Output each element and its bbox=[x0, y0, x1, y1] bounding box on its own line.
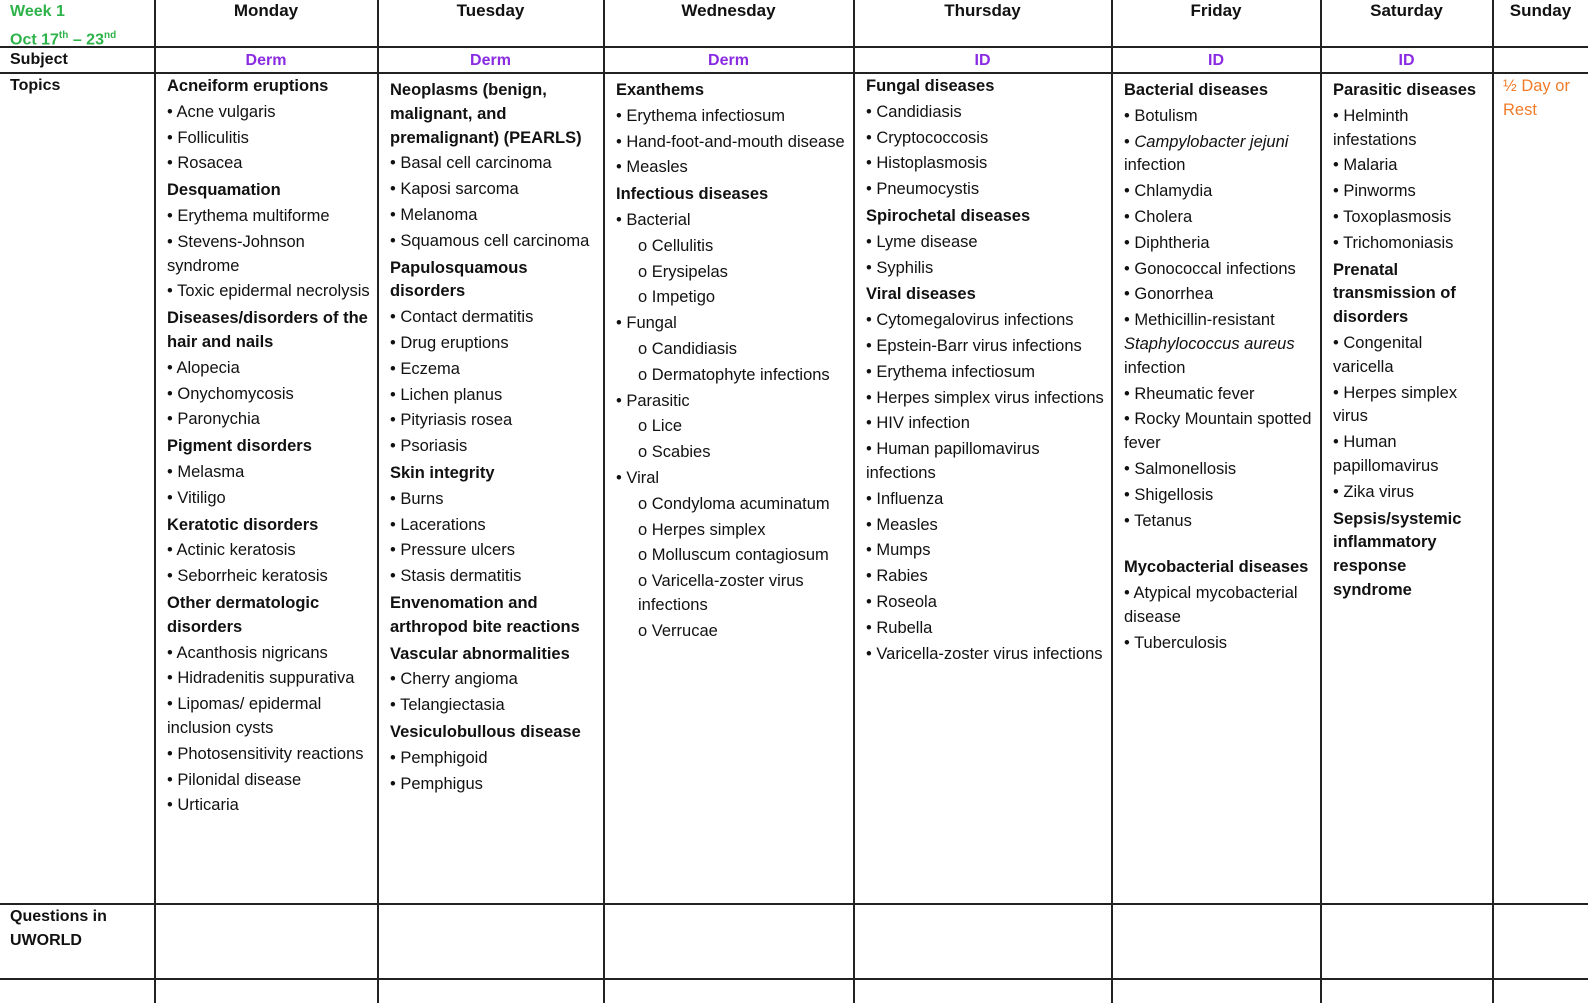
topic-item: • Burns bbox=[390, 489, 444, 508]
topic-item: • Diphtheria bbox=[1124, 233, 1210, 252]
topic-item: • Acanthosis nigricans bbox=[167, 643, 328, 662]
topic-item: • Rubella bbox=[866, 618, 933, 637]
topic-heading: Pigment disorders bbox=[167, 437, 312, 456]
topic-item: • Herpes simplex virus bbox=[1333, 383, 1458, 426]
topic-item: • Congenital varicella bbox=[1333, 333, 1423, 376]
topic-item: • Squamous cell carcinoma bbox=[390, 231, 590, 250]
topic-heading: Mycobacterial diseases bbox=[1124, 558, 1309, 577]
topic-item: • Herpes simplex virus infections bbox=[866, 388, 1104, 407]
topic-subitem: o Herpes simplex bbox=[638, 520, 766, 539]
topic-heading: Infectious diseases bbox=[616, 185, 769, 204]
topic-item: • Varicella-zoster virus infections bbox=[866, 644, 1103, 663]
topic-item: • Measles bbox=[616, 158, 688, 177]
topic-item: • Pneumocystis bbox=[866, 180, 980, 199]
topic-item: • Pinworms bbox=[1333, 182, 1416, 201]
row-label-topics: Topics bbox=[10, 77, 61, 94]
topic-subitem: o Lice bbox=[638, 417, 683, 436]
topic-item: • Contact dermatitis bbox=[390, 308, 534, 327]
topic-item: • Photosensitivity reactions bbox=[167, 744, 364, 763]
subject-wednesday: Derm bbox=[708, 52, 749, 69]
topic-item: • Lyme disease bbox=[866, 232, 978, 251]
topic-item: • Telangiectasia bbox=[390, 696, 505, 715]
topics-tuesday bbox=[378, 76, 603, 902]
topic-item: • Vitiligo bbox=[167, 488, 226, 507]
topic-heading: Envenomation and arthropod bite reactions bbox=[390, 593, 580, 636]
topic-heading: Sepsis/systemic inflammatory response syndrome bbox=[1333, 509, 1462, 599]
topic-item: • Actinic keratosis bbox=[167, 541, 296, 560]
topic-item: • Pemphigus bbox=[390, 774, 483, 793]
topic-item: • Salmonellosis bbox=[1124, 459, 1237, 478]
topic-item: • Malaria bbox=[1333, 156, 1398, 175]
subject-friday: ID bbox=[1208, 52, 1224, 69]
day-header-monday: Monday bbox=[233, 1, 299, 20]
topic-item: • Epstein-Barr virus infections bbox=[866, 336, 1082, 355]
topic-item: • Pityriasis rosea bbox=[390, 411, 513, 430]
topic-item: • Bacterial bbox=[616, 210, 691, 229]
subject-thursday: ID bbox=[974, 52, 991, 69]
topic-item: • Fungal bbox=[616, 314, 677, 333]
row-label-subject: Subject bbox=[10, 51, 68, 68]
topic-item: • Shigellosis bbox=[1124, 485, 1214, 504]
subject-tuesday: Derm bbox=[470, 52, 511, 69]
topic-subitem: o Erysipelas bbox=[638, 262, 728, 281]
topic-item: • Viral bbox=[616, 468, 660, 487]
topic-heading: Acneiform eruptions bbox=[167, 77, 329, 95]
subject-monday: Derm bbox=[245, 52, 287, 69]
topic-item: • Kaposi sarcoma bbox=[390, 180, 519, 199]
week-dates: Oct 17th – 23nd bbox=[10, 30, 117, 49]
topics-saturday bbox=[1321, 76, 1492, 902]
topic-item: • Human papillomavirus infections bbox=[866, 440, 1040, 482]
topic-item: • HIV infection bbox=[866, 414, 970, 433]
topic-item: • Erythema multiforme bbox=[167, 206, 330, 225]
topic-item: • Candidiasis bbox=[866, 102, 962, 121]
topic-item: • Methicillin-resistant Staphylococcus aureus infection bbox=[1124, 311, 1295, 377]
topic-subitem: o Condyloma acuminatum bbox=[638, 494, 830, 513]
topic-item: • Alopecia bbox=[167, 358, 240, 377]
topic-item: • Gonorrhea bbox=[1124, 285, 1214, 304]
topic-item: • Toxoplasmosis bbox=[1333, 207, 1452, 226]
topic-item: • Pemphigoid bbox=[390, 748, 488, 767]
col-divider bbox=[1492, 0, 1494, 1003]
topic-item: • Histoplasmosis bbox=[866, 154, 988, 173]
topic-item: • Folliculitis bbox=[167, 128, 249, 147]
topic-heading: Fungal diseases bbox=[866, 77, 995, 95]
topic-subitem: o Candidiasis bbox=[638, 339, 738, 358]
topic-heading: Bacterial diseases bbox=[1124, 81, 1269, 99]
topic-item: • Eczema bbox=[390, 359, 460, 378]
topic-subitem: o Dermatophyte infections bbox=[638, 365, 830, 384]
topic-item: • Cherry angioma bbox=[390, 670, 518, 689]
day-header-sunday: Sunday bbox=[1509, 1, 1572, 20]
topic-heading: Diseases/disorders of the hair and nails bbox=[167, 309, 368, 351]
topic-subitem: o Impetigo bbox=[638, 288, 716, 307]
topic-item: • Atypical mycobacterial disease bbox=[1124, 584, 1298, 626]
topic-subitem: o Verrucae bbox=[638, 621, 718, 640]
topic-heading: Parasitic diseases bbox=[1333, 81, 1477, 99]
topic-item: • Paronychia bbox=[167, 410, 260, 429]
topic-subitem: o Varicella-zoster virus infections bbox=[638, 572, 804, 614]
topic-item: • Rosacea bbox=[167, 154, 243, 173]
day-header-tuesday: Tuesday bbox=[456, 1, 525, 20]
topic-item: • Mumps bbox=[866, 541, 931, 560]
topics-friday bbox=[1112, 76, 1320, 902]
topic-item: • Basal cell carcinoma bbox=[390, 154, 552, 173]
topic-item: • Lacerations bbox=[390, 515, 486, 534]
topic-item: • Psoriasis bbox=[390, 437, 468, 456]
topic-item: • Melanoma bbox=[390, 205, 478, 224]
topic-item: • Gonococcal infections bbox=[1124, 259, 1296, 278]
sunday-note: ½ Day or Rest bbox=[1503, 77, 1570, 119]
topic-heading: Papulosquamous disorders bbox=[390, 258, 528, 301]
day-header-thursday: Thursday bbox=[944, 1, 1021, 20]
subject-saturday: ID bbox=[1398, 52, 1415, 69]
topic-subitem: o Scabies bbox=[638, 443, 711, 462]
topic-item: • Seborrheic keratosis bbox=[167, 567, 328, 586]
topic-item: • Tuberculosis bbox=[1124, 633, 1227, 652]
topic-heading: Vesiculobullous disease bbox=[390, 722, 581, 741]
topic-item: • Toxic epidermal necrolysis bbox=[167, 282, 370, 301]
topic-item: • Onychomycosis bbox=[167, 384, 294, 403]
topic-item: • Rheumatic fever bbox=[1124, 384, 1255, 403]
topic-item: • Hidradenitis suppurativa bbox=[167, 669, 355, 688]
topic-item: • Rocky Mountain spotted fever bbox=[1124, 410, 1312, 453]
topics-thursday bbox=[854, 72, 1111, 902]
topic-item: • Pressure ulcers bbox=[390, 541, 515, 560]
topic-item: • Cryptococcosis bbox=[866, 128, 989, 147]
topic-item: • Cytomegalovirus infections bbox=[866, 311, 1074, 330]
questions-divider bbox=[0, 978, 1588, 980]
topic-item: • Hand-foot-and-mouth disease bbox=[616, 132, 845, 151]
topic-item: • Lichen planus bbox=[390, 385, 503, 404]
topic-item: • Cholera bbox=[1124, 207, 1193, 226]
topic-subitem: o Molluscum contagiosum bbox=[638, 546, 829, 565]
topic-heading: Neoplasms (benign, malignant, and premalignant) (PEARLS) bbox=[390, 81, 582, 147]
topic-item: • Tetanus bbox=[1124, 511, 1192, 530]
topic-item: • Influenza bbox=[866, 489, 944, 508]
day-header-wednesday: Wednesday bbox=[681, 1, 776, 20]
day-header-friday: Friday bbox=[1190, 1, 1242, 20]
topic-heading: Vascular abnormalities bbox=[390, 644, 570, 663]
topic-heading: Viral diseases bbox=[866, 285, 976, 304]
topic-item: • Erythema infectiosum bbox=[616, 106, 786, 125]
topic-item: • Melasma bbox=[167, 462, 245, 481]
topic-heading: Exanthems bbox=[616, 81, 705, 99]
topic-item: • Campylobacter jejuni infection bbox=[1124, 132, 1289, 175]
topics-divider bbox=[0, 903, 1588, 905]
topics-monday bbox=[155, 72, 377, 902]
topic-spacer bbox=[1124, 533, 1314, 553]
topic-item: • Human papillomavirus bbox=[1333, 433, 1439, 475]
topic-heading: Prenatal transmission of disorders bbox=[1333, 260, 1456, 327]
topic-subitem: o Cellulitis bbox=[638, 236, 714, 255]
week-title: Week 1 bbox=[10, 3, 65, 20]
topic-heading: Other dermatologic disorders bbox=[167, 593, 320, 636]
topic-item: • Measles bbox=[866, 515, 938, 534]
topic-item: • Roseola bbox=[866, 592, 937, 611]
week-label bbox=[10, 0, 150, 52]
topic-heading: Keratotic disorders bbox=[167, 515, 319, 534]
row-label-questions: Questions in UWORLD bbox=[10, 908, 107, 949]
header-divider bbox=[0, 46, 1588, 48]
topic-heading: Skin integrity bbox=[390, 463, 495, 482]
topic-item: • Urticaria bbox=[167, 796, 239, 815]
topic-item: • Stasis dermatitis bbox=[390, 567, 522, 586]
topic-item: • Rabies bbox=[866, 567, 928, 586]
topic-item: • Helminth infestations bbox=[1333, 106, 1417, 149]
topic-item: • Erythema infectiosum bbox=[866, 362, 1036, 381]
topic-item: • Lipomas/ epidermal inclusion cysts bbox=[167, 695, 322, 737]
topic-item: • Zika virus bbox=[1333, 482, 1414, 501]
topic-item: • Botulism bbox=[1124, 106, 1198, 125]
topic-item: • Pilonidal disease bbox=[167, 770, 302, 789]
topic-item: • Stevens-Johnson syndrome bbox=[167, 232, 305, 275]
topic-item: • Chlamydia bbox=[1124, 182, 1213, 201]
topics-wednesday bbox=[604, 76, 853, 902]
topic-heading: Desquamation bbox=[167, 181, 281, 200]
day-header-saturday: Saturday bbox=[1370, 1, 1443, 20]
topic-item: • Trichomoniasis bbox=[1333, 233, 1454, 252]
topic-item: • Acne vulgaris bbox=[167, 102, 276, 121]
topic-item: • Parasitic bbox=[616, 391, 690, 410]
topic-item: • Drug eruptions bbox=[390, 333, 509, 352]
topic-heading: Spirochetal diseases bbox=[866, 206, 1031, 225]
topic-item: • Syphilis bbox=[866, 258, 934, 277]
